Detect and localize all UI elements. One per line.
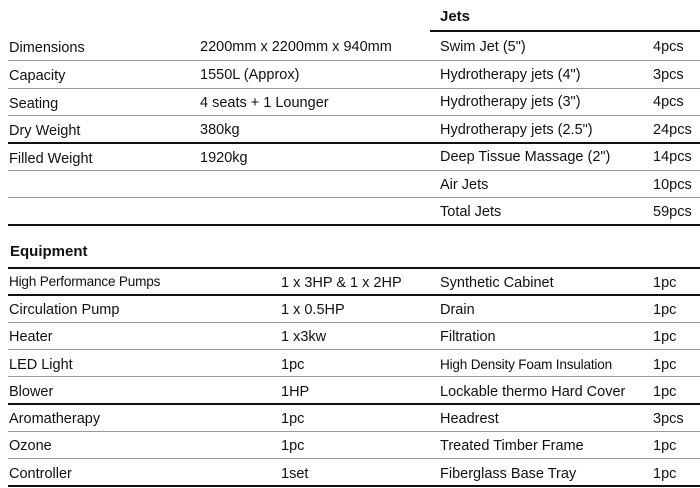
row-divider — [8, 267, 700, 269]
equipment-name: Blower — [9, 384, 54, 400]
row-divider — [8, 349, 700, 350]
equipment-qty: 1pc — [653, 329, 677, 345]
equipment-name: Synthetic Cabinet — [440, 275, 554, 291]
equipment-qty: 1pc — [653, 357, 677, 373]
jet-name: Hydrotherapy jets (2.5") — [440, 122, 593, 138]
row-divider — [8, 485, 700, 487]
row-divider — [8, 88, 700, 89]
row-divider — [8, 376, 700, 377]
jet-name: Swim Jet (5") — [440, 39, 526, 55]
row-divider — [8, 60, 700, 61]
equipment-qty: 3pcs — [653, 411, 684, 427]
equipment-qty: 1pc — [653, 466, 677, 482]
jet-qty: 14pcs — [653, 149, 692, 165]
equipment-heading: Equipment — [10, 243, 88, 260]
jet-name: Hydrotherapy jets (3") — [440, 94, 581, 110]
equipment-name: Ozone — [9, 438, 52, 454]
jet-qty: 24pcs — [653, 122, 692, 138]
jet-qty: 4pcs — [653, 94, 684, 110]
equipment-name: LED Light — [9, 357, 73, 373]
equipment-name: Filtration — [440, 329, 496, 345]
equipment-name: Drain — [440, 302, 475, 318]
equipment-value: 1 x 0.5HP — [281, 302, 345, 318]
spec-label: Dry Weight — [9, 123, 81, 139]
jet-name: Air Jets — [440, 177, 489, 193]
equipment-value: 1set — [281, 466, 309, 482]
jet-qty: 4pcs — [653, 39, 684, 55]
row-divider — [8, 115, 700, 116]
equipment-value: 1pc — [281, 411, 305, 427]
equipment-name: Aromatherapy — [9, 411, 101, 427]
row-divider — [8, 322, 700, 323]
jet-name: Total Jets — [440, 204, 502, 220]
row-divider — [8, 170, 700, 171]
jet-qty: 3pcs — [653, 67, 684, 83]
jet-qty: 59pcs — [653, 204, 692, 220]
jet-qty: 10pcs — [653, 177, 692, 193]
equipment-name: Heater — [9, 329, 53, 345]
row-divider — [8, 431, 700, 432]
row-divider — [8, 142, 700, 144]
equipment-qty: 1pc — [653, 275, 677, 291]
spec-value: 1550L (Approx) — [200, 67, 300, 83]
equipment-name: High Density Foam Insulation — [440, 357, 612, 372]
row-divider — [8, 294, 700, 296]
equipment-name: Treated Timber Frame — [440, 438, 584, 454]
equipment-name: Fiberglass Base Tray — [440, 466, 577, 482]
equipment-value: 1pc — [281, 438, 305, 454]
equipment-name: High Performance Pumps — [9, 274, 161, 289]
equipment-name: Headrest — [440, 411, 499, 427]
equipment-qty: 1pc — [653, 438, 677, 454]
row-divider — [8, 224, 700, 226]
equipment-name: Circulation Pump — [9, 302, 120, 318]
spec-value: 1920kg — [200, 150, 248, 166]
equipment-name: Lockable thermo Hard Cover — [440, 384, 626, 400]
spec-label: Filled Weight — [9, 151, 93, 167]
spec-label: Dimensions — [9, 40, 85, 56]
equipment-value: 1HP — [281, 384, 310, 400]
equipment-qty: 1pc — [653, 384, 677, 400]
jet-name: Hydrotherapy jets (4") — [440, 67, 581, 83]
spec-label: Capacity — [9, 68, 66, 84]
equipment-value: 1 x3kw — [281, 329, 327, 345]
row-divider — [8, 403, 700, 405]
row-divider — [8, 458, 700, 459]
equipment-name: Controller — [9, 466, 72, 482]
spec-value: 2200mm x 2200mm x 940mm — [200, 39, 392, 55]
jet-name: Deep Tissue Massage (2") — [440, 149, 611, 165]
spec-value: 4 seats + 1 Lounger — [200, 95, 329, 111]
spec-label: Seating — [9, 96, 59, 112]
equipment-value: 1 x 3HP & 1 x 2HP — [281, 275, 402, 291]
spec-value: 380kg — [200, 122, 240, 138]
row-divider — [8, 197, 700, 198]
equipment-value: 1pc — [281, 357, 305, 373]
equipment-qty: 1pc — [653, 302, 677, 318]
jets-heading: Jets — [440, 8, 471, 25]
row-divider — [430, 30, 700, 32]
